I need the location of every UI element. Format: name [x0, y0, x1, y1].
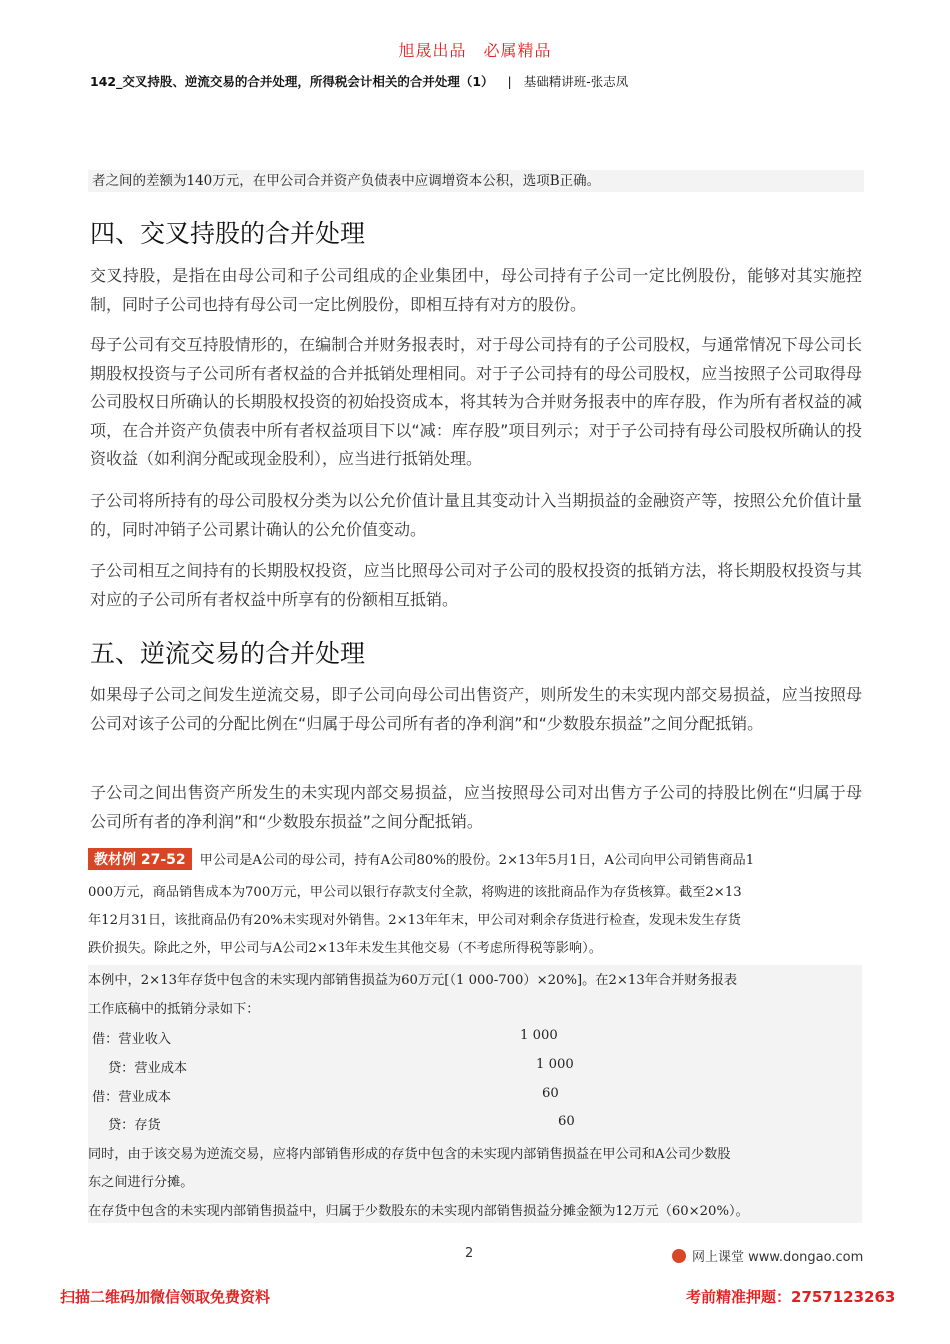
example-line-9: 在存货中包含的未实现内部销售损益中，归属于少数股东的未实现内部销售损益分摊金额为12万元（60×20%）。 [88, 1204, 749, 1219]
top-banner: 旭晟出品 必属精品 [398, 41, 552, 60]
section5-heading: 五、逆流交易的合并处理 [90, 639, 366, 668]
qr-promo-text: 扫描二维码加微信领取免费资料 [60, 1288, 271, 1306]
footer-brand [672, 1246, 863, 1265]
entry-1-account: 借：营业收入 [92, 1032, 172, 1047]
intro-line: 者之间的差额为140万元，在甲公司合并资产负债表中应调增资本公积，选项B正确。 [88, 170, 864, 192]
example-badge: 教材例 27-52 [88, 848, 192, 870]
entry-1-amount: 1 000 [520, 1028, 558, 1043]
section4-paragraph-2: 母子公司有交互持股情形的，在编制合并财务报表时，对于母公司持有的子公司股权，与通常情况下母公司长期股权投资与子公司所有者权益的合并抵销处理相同。对于子公司持有的母公司股权，应当按照子公司取得母公司股权日所确认的长期股权投资的初始投资成本，将其转为合并财务报表中的库存股，作为所有者权益的减项，在合并资产负债表中所有者权益项目下以“减：库存股”项目列示；对于子公司持有母公司股权所确认的投资收益（如利润分配或现金股利），应当进行抵销处理。 [90, 335, 862, 468]
entry-3-amount: 60 [542, 1086, 559, 1101]
entry-2-account: 贷：营业成本 [108, 1061, 188, 1076]
header-separator: | [507, 74, 512, 89]
entry-3-account: 借：营业成本 [92, 1090, 172, 1105]
contact-promo-text: 考前精准押题：2757123263 [686, 1288, 896, 1306]
section4-paragraph-1: 交叉持股，是指在由母公司和子公司组成的企业集团中，母公司持有子公司一定比例股份，能够对其实施控制，同时子公司也持有母公司一定比例股份，即相互持有对方的股份。 [90, 266, 862, 314]
section5-paragraph-1: 如果母子公司之间发生逆流交易，即子公司向母公司出售资产，则所发生的未实现内部交易损益，应当按照母公司对该子公司的分配比例在“归属于母公司所有者的净利润”和“少数股东损益”之间分配抵销。 [90, 685, 862, 733]
section4-heading: 四、交叉持股的合并处理 [90, 219, 366, 248]
dongao-logo-icon [672, 1249, 686, 1263]
entry-4-account: 贷：存货 [108, 1118, 161, 1133]
example-line-4: 跌价损失。除此之外，甲公司与A公司2×13年未发生其他交易（不考虑所得税等影响）。 [88, 941, 602, 956]
example-line-1: 教材例 27-52 甲公司是A公司的母公司，持有A公司80%的股份。2×13年5月1日，A公司向甲公司销售商品1 [88, 848, 862, 870]
example-line-6: 工作底稿中的抵销分录如下： [88, 1002, 260, 1017]
page-number: 2 [465, 1246, 474, 1261]
textbook-example [88, 848, 862, 1223]
section5-paragraph-2: 子公司之间出售资产所发生的未实现内部交易损益，应当按照母公司对出售方子公司的持股比例在“归属于母公司所有者的净利润”和“少数股东损益”之间分配抵销。 [90, 783, 862, 831]
page-header [90, 72, 628, 90]
example-line-8: 东之间进行分摊。 [88, 1175, 194, 1190]
example-line-3: 年12月31日，该批商品仍有20%未实现对外销售。2×13年年末，甲公司对剩余存货进行检查，发现未发生存货 [88, 913, 741, 928]
entry-4-amount: 60 [558, 1114, 575, 1129]
footer-site: 网上课堂 www.dongao.com [692, 1250, 864, 1265]
section4-paragraph-3: 子公司将所持有的母公司股权分类为以公允价值计量且其变动计入当期损益的金融资产等，按照公允价值计量的，同时冲销子公司累计确认的公允价值变动。 [90, 491, 862, 539]
course-name: 基础精讲班-张志凤 [523, 74, 629, 89]
example-line-2: 000万元，商品销售成本为700万元，甲公司以银行存款支付全款，将购进的该批商品作为存货核算。截至2×13 [88, 885, 742, 900]
example-line-5: 本例中，2×13年存货中包含的未实现内部销售损益为60万元[（1 000-700）×20%]。在2×13年合并财务报表 [88, 973, 738, 988]
example-line-7: 同时，由于该交易为逆流交易，应将内部销售形成的存货中包含的未实现内部销售损益在甲公司和A公司少数股 [88, 1147, 731, 1162]
section4-paragraph-4: 子公司相互之间持有的长期股权投资，应当比照母公司对子公司的股权投资的抵销方法，将长期股权投资与其对应的子公司所有者权益中所享有的份额相互抵销。 [90, 561, 862, 609]
entry-2-amount: 1 000 [536, 1057, 574, 1072]
lecture-title: 142_交叉持股、逆流交易的合并处理，所得税会计相关的合并处理（1） [90, 74, 494, 89]
